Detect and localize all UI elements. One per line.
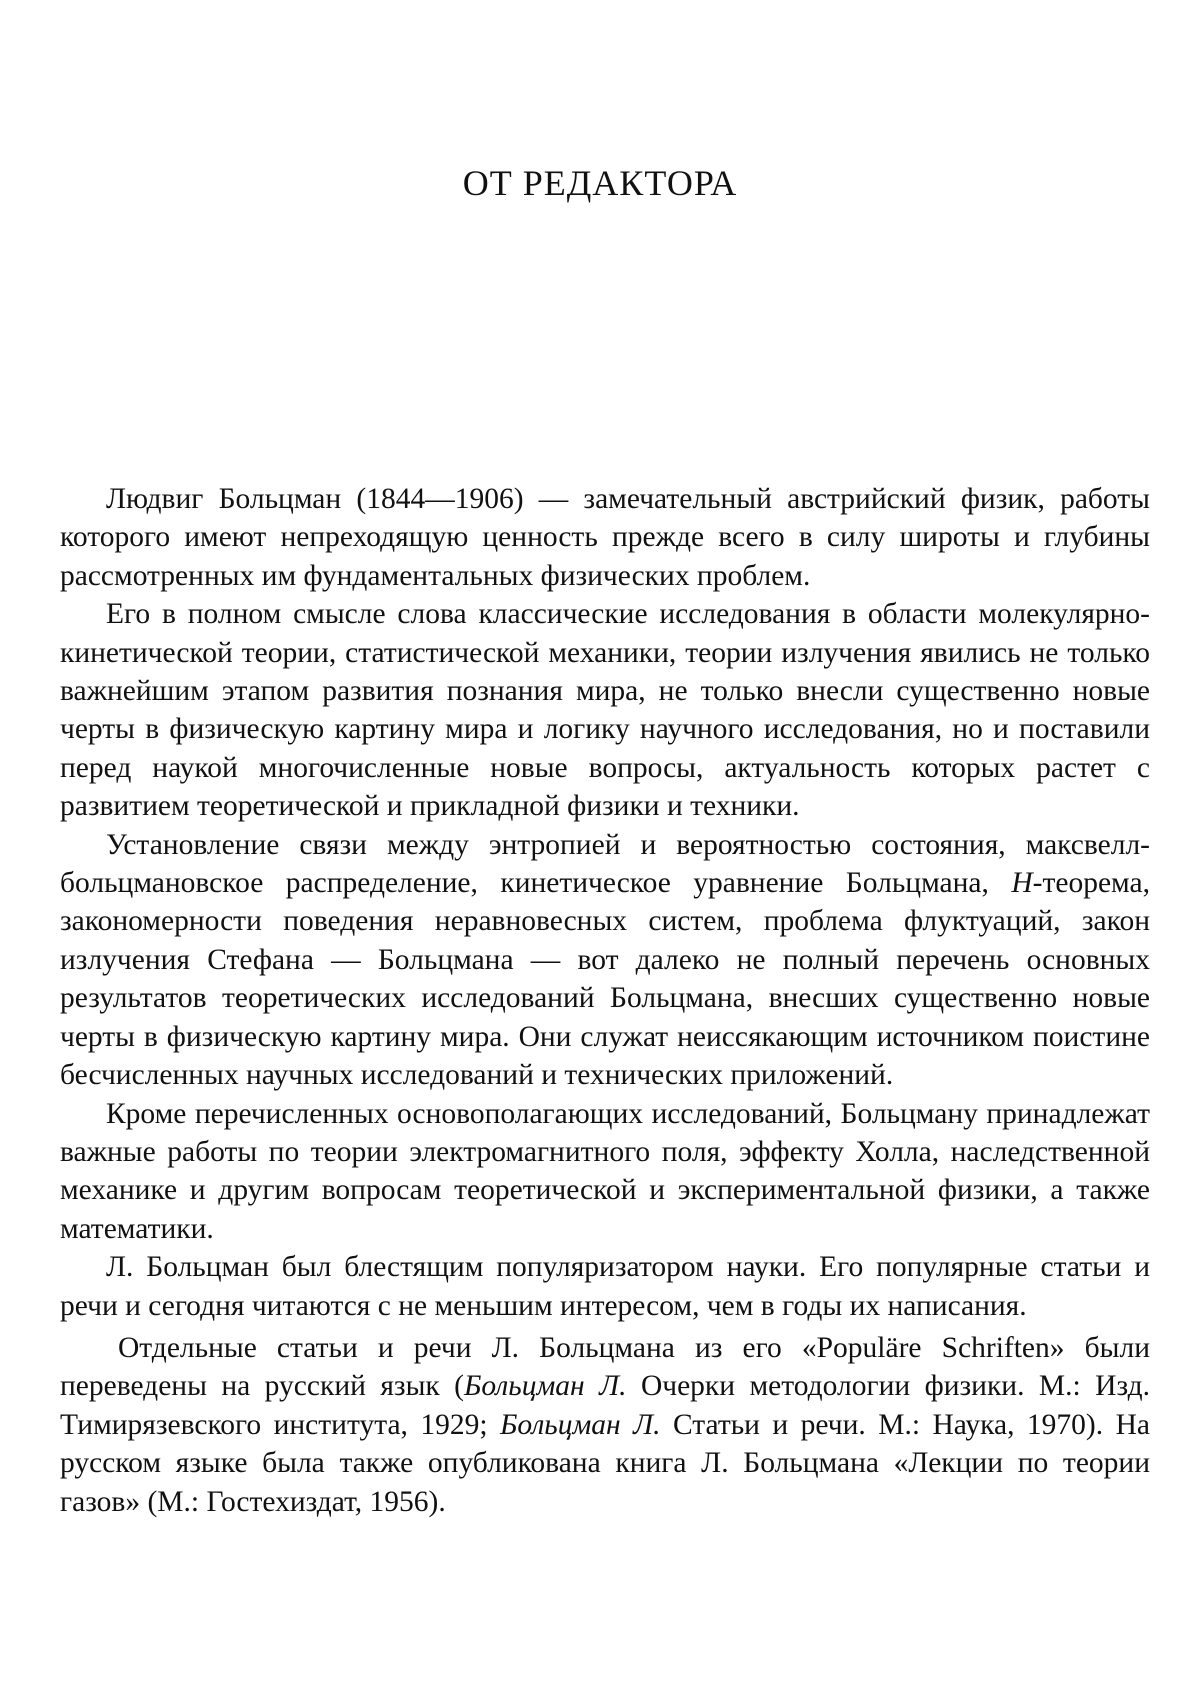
h-theorem-symbol: H: [1011, 867, 1033, 900]
author-ref-2: Больцман Л.: [500, 1408, 661, 1441]
body-text: [60, 480, 1150, 1521]
paragraph-6-part-b: Очерки методологии физики. М.: Изд. Тимирязевского института, 1929;: [60, 1370, 1150, 1441]
paragraph-3-part-b: -теорема, закономерности поведения неравновесных систем, проблема флуктуаций, закон излучения Стефана — Больцмана — вот далеко не полный перечень основных результатов теоретических исследований Больцмана, внесших существенно новые черты в физическую картину мира. Они служат неиссякающим источником поистине бесчисленных научных исследований и технических приложений.: [60, 867, 1150, 1092]
paragraph-6: [60, 1329, 1150, 1521]
paragraph-1: Людвиг Больцман (1844—1906) — замечательный австрийский физик, работы которого имеют непреходящую ценность прежде всего в силу широты и глубины рассмотренных им фундаментальных физических проблем.: [60, 483, 1150, 592]
paragraph-5: Л. Больцман был блестящим популяризатором науки. Его популярные статьи и речи и сегодня читаются с не меньшим интересом, чем в годы их написания.: [60, 1251, 1150, 1322]
paragraph-3: [60, 826, 1150, 1095]
paragraph-3-part-a: Установление связи между энтропией и вероятностью состояния, максвелл-больцмановское распределение, кинетическое уравнение Больцмана,: [60, 828, 1150, 900]
paragraph-2: Его в полном смысле слова классические исследования в области молекулярно-кинетической теории, статистической механики, теории излучения явились не только важнейшим этапом развития познания мира, не только внесли существенно новые черты в физическую картину мира и логику научного исследования, но и поставили перед наукой многочисленные новые вопросы, актуальность которых растет с развитием теоретической и прикладной физики и техники.: [60, 598, 1150, 823]
paragraph-4: Кроме перечисленных основополагающих исследований, Больцману принадлежат важные работы по теории электромагнитного поля, эффекту Холла, наследственной механике и другим вопросам теоретической и экспериментальной физики, а также математики.: [60, 1097, 1150, 1245]
paragraph-6-part-c: Статьи и речи. М.: Наука, 1970). На русском языке была также опубликована книга Л. Больцмана «Лекции по теории газов» (М.: Гостехиздат, 1956).: [60, 1408, 1150, 1518]
page-title: ОТ РЕДАКТОРА: [462, 163, 738, 203]
paragraph-6-part-a: Отдельные статьи и речи Л. Больцмана из его «Populäre Schriften» были переведены на русский язык (: [60, 1331, 1150, 1403]
author-ref-1: Больцман Л.: [464, 1370, 627, 1403]
